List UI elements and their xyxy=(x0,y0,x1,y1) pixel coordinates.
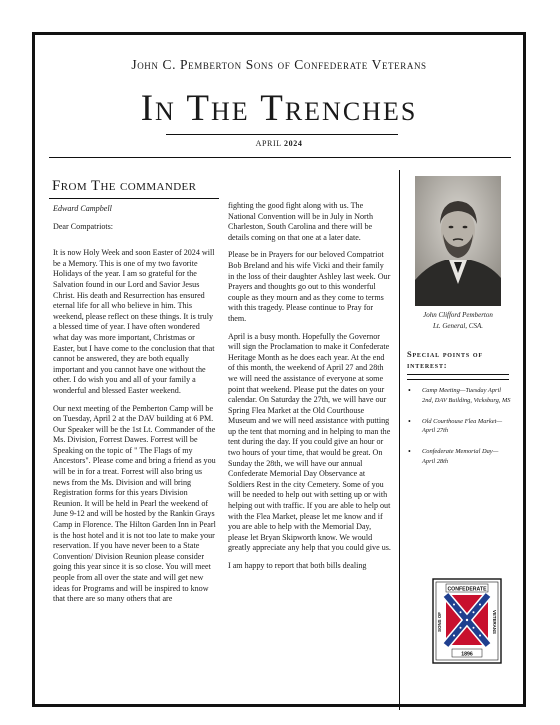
title-divider xyxy=(166,134,398,135)
article-column-1 xyxy=(53,204,217,612)
portrait-caption-name: John Clifford Pemberton xyxy=(423,311,493,319)
article-paragraph: Please be in Prayers for our beloved Compatriot Bob Breland and his wife Vicki and their family in the loss of their daughter Ashley last week. Our Prayers and thoughts go out to this wonderful couple as they mourn and as they come to terms with this tragedy. Please continue to Pray for them. xyxy=(228,250,391,323)
article-heading-divider xyxy=(49,198,219,199)
logo-top-text: CONFEDERATE xyxy=(447,586,487,593)
portrait-caption xyxy=(407,310,509,331)
article-paragraph: I am happy to report that both bills dealing xyxy=(228,561,367,570)
newsletter-page xyxy=(32,32,526,707)
article-heading: From The commander xyxy=(52,178,197,194)
article-author: Edward Campbell xyxy=(53,204,112,213)
article-column-2 xyxy=(228,201,392,579)
logo-side-left: SONS OF xyxy=(437,612,442,632)
logo-side-right: VETERANS xyxy=(492,610,497,634)
special-points-heading: Special points of interest: xyxy=(407,350,483,370)
article-salutation: Dear Compatriots: xyxy=(53,221,114,231)
logo-year: 1896 xyxy=(461,651,473,658)
issue-year: 2024 xyxy=(284,139,303,148)
scv-logo xyxy=(432,578,502,664)
sidebar-divider xyxy=(399,170,400,710)
list-item: • Camp Meeting—Tuesday April 2nd, DAV Building, Vicksburg, MS xyxy=(407,386,511,406)
article-paragraph: fighting the good fight along with us. The National Convention will be in July in North Charleston, South Carolina and there will be details coming on that one at a later date. xyxy=(228,201,373,242)
portrait-caption-rank: Lt. General, CSA. xyxy=(433,321,483,330)
portrait-image xyxy=(415,176,501,306)
organization-name: John C. Pemberton Sons of Confederate Veterans xyxy=(131,57,427,72)
special-points-divider-lower xyxy=(407,379,509,380)
newsletter-title: In The Trenches xyxy=(140,88,418,129)
special-points-list xyxy=(407,386,511,478)
header-divider xyxy=(49,157,511,158)
article-paragraph: It is now Holy Week and soon Easter of 2024 will be a Memory. This is one of my two favorite Holidays of the year. I am so grateful for the Salvation found in our Lord and Savior Jesus Christ. His death and Resurrection has ensured eternal life for all who believe in him. This weekend, please reflect on these things. It is truly a blessed time of year. I have often wondered what day was more important, Christmas or Easter, but I have come to the conclusion that that cannot be answered, they are both equally important and you cannot have one without the other. I do wish you and all of your family a wonderful and blessed Easter weekend. xyxy=(53,248,215,395)
special-points-divider xyxy=(407,374,509,375)
list-item: • Confederate Memorial Day—April 28th xyxy=(407,447,511,467)
article-paragraph: April is a busy month. Hopefully the Governor will sign the Proclamation to make it Confederate Heritage Month as he does each year. At the end of this month, the weekend of April 27 and 28th we will need the assistance of everyone at some point that weekend. Please put the dates on your calendar. On Saturday the 27th, we will have our Spring Flea Market at the Old Courthouse Museum and we will need assistance with putting up the tent that morning and in helping to man the tent during the day. If you could give an hour or two hours of your time, that would be great. On Sunday the 28th, we will have our annual Confederate Memorial Day Observance at Soldiers Rest in the city Cemetery. Some of you will be needed to help out with setting up or with helping out with traffic. If you are able to help out with the Flea Market, please let me know and if you are able to help with the Memorial Day, please let Bryan Skipworth know. We would greatly appreciate any help that you could give us. xyxy=(228,331,391,553)
list-item: • Old Courthouse Flea Market—April 27th xyxy=(407,417,511,437)
issue-date xyxy=(35,139,523,148)
issue-month: APRIL xyxy=(255,139,282,148)
article-paragraph: Our next meeting of the Pemberton Camp will be on Tuesday, April 2 at the DAV building at 6 PM. Our Speaker will be the 1st Lt. Commander of the Ms. Division, Forrest Dawes. Forrest will be Speaking on the topic of " The Flags of my Ancestors". Please come and bring a friend as you will be in for a treat. Forrest will also bring us news from the Ms. Division and will bring Registration forms for this years Division Reunion. It will be held in Pearl the weekend of June 9-12 and will be hosted by the Rankin Grays Camp in Florence. The Hilton Garden Inn in Pearl is the host hotel and it is not too late to make your reservation. If you have never been to a State Convention/ Division Reunion please consider going this year since it is so close. You will meet people from all over the state and will get new ideas for Programs and will be inspired to know that there are so many others that are xyxy=(53,403,216,604)
